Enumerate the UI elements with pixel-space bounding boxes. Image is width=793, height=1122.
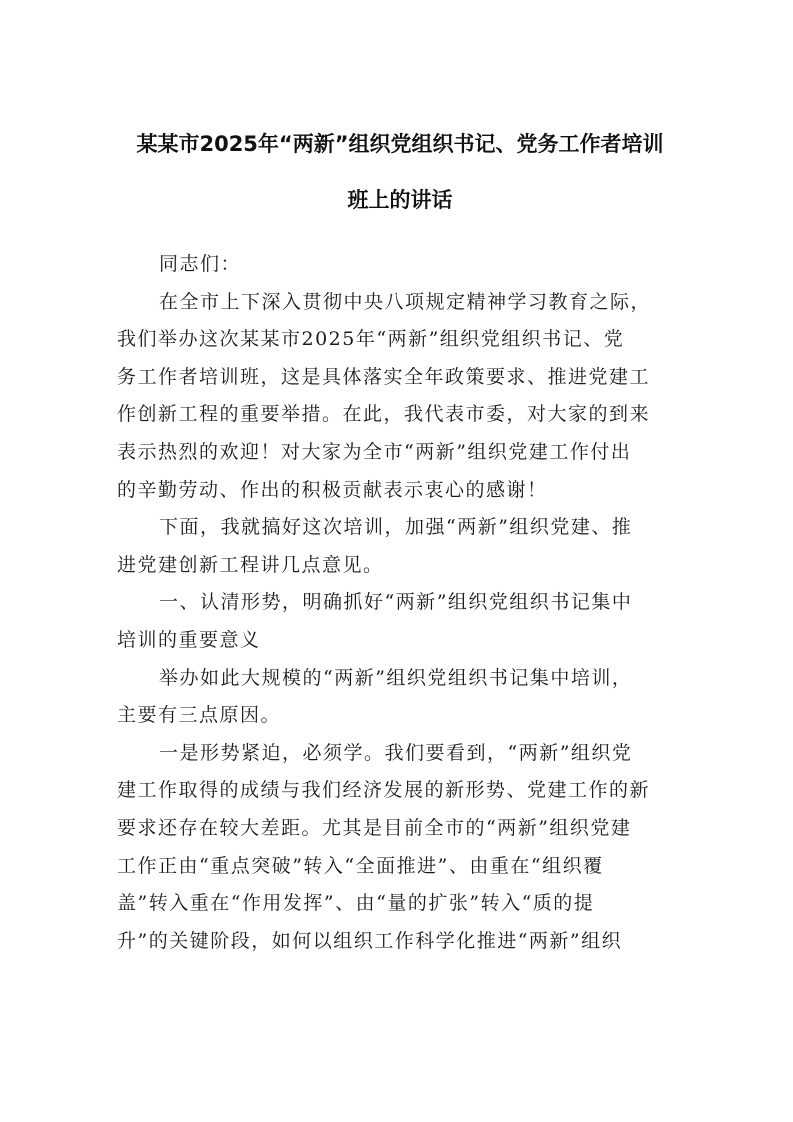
title-line-1: 某某市2025年“两新”组织党组织书记、党务工作者培训 [136, 132, 664, 156]
body-line: 升”的关键阶段，如何以组织工作科学化推进“两新”组织 [117, 929, 623, 952]
body-line: 举办如此大规模的“两新”组织党组织书记集中培训， [159, 666, 633, 689]
body-line: 培训的重要意义 [117, 628, 261, 651]
body-line: 主要有三点原因。 [117, 704, 282, 727]
title-line-2: 班上的讲话 [347, 188, 453, 212]
body-line: 务工作者培训班，这是具体落实全年政策要求、推进党建工 [117, 365, 651, 388]
body-line: 进党建创新工程讲几点意见。 [117, 553, 384, 576]
body-line: 一、认清形势，明确抓好“两新”组织党组织书记集中 [159, 591, 633, 614]
body-line: 建工作取得的成绩与我们经济发展的新形势、党建工作的新 [117, 779, 651, 802]
body-line: 表示热烈的欢迎！对大家为全市“两新”组织党建工作付出 [117, 440, 632, 463]
document-body [117, 246, 677, 960]
body-line: 同志们： [159, 253, 242, 275]
body-line: 在全市上下深入贯彻中央八项规定精神学习教育之际， [159, 290, 652, 313]
body-line: 作创新工程的重要举措。在此，我代表市委，对大家的到来 [117, 403, 651, 426]
body-line: 下面，我就搞好这次培训，加强“两新”组织党建、推 [159, 516, 633, 539]
body-line: 的辛勤劳动、作出的积极贡献表示衷心的感谢！ [117, 478, 548, 501]
body-line: 盖”转入重在“作用发挥”、由“量的扩张”转入“质的提 [117, 892, 595, 915]
body-line: 我们举办这次某某市2025年“两新”组织党组织书记、党 [117, 328, 625, 351]
body-line: 要求还存在较大差距。尤其是目前全市的“两新”组织党建 [117, 816, 632, 839]
body-line: 一是形势紧迫，必须学。我们要看到，“两新”组织党 [159, 741, 633, 764]
body-line: 工作正由“重点突破”转入“全面推进”、由重在“组织覆 [117, 854, 604, 877]
document-title [100, 126, 700, 238]
